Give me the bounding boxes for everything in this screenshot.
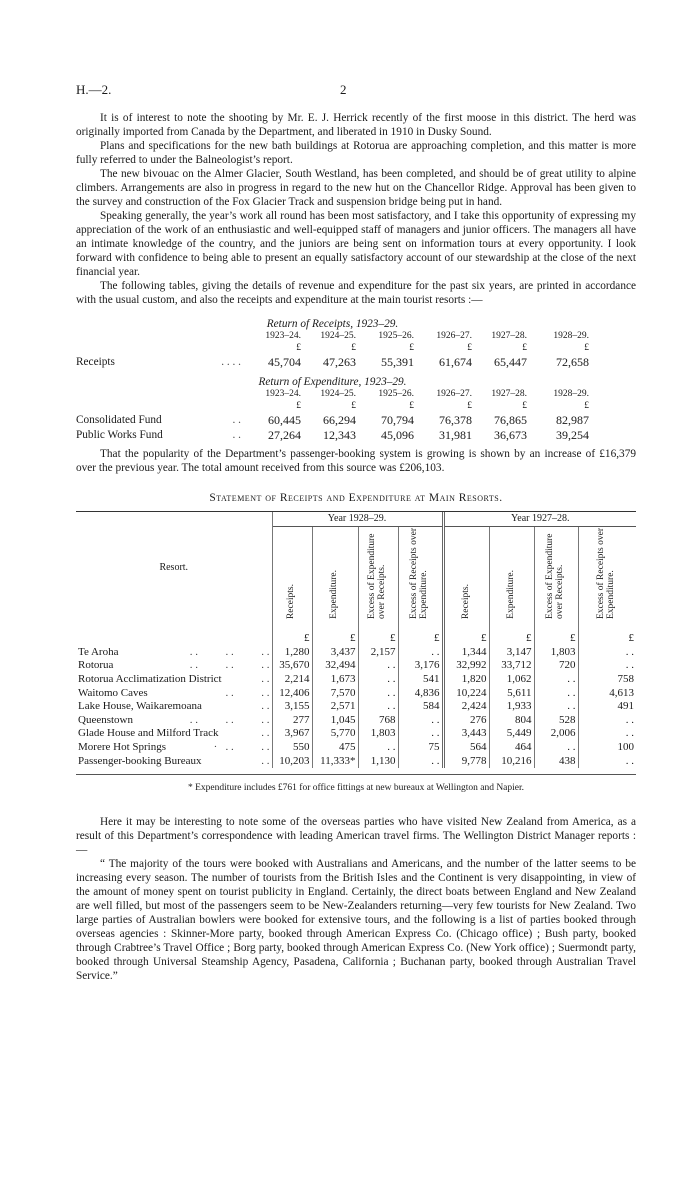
table-cell: 1,803 [358,727,398,741]
table-cell: 4,613 [609,686,634,699]
year-header: 1926–27. [436,389,472,400]
table-cell: 3,176 [398,659,443,673]
table-cell: 528 [534,714,578,728]
table-cell: 100 [617,741,634,754]
table-row [76,741,636,755]
pound-sign: £ [312,624,358,646]
table-cell: 32,494 [312,659,358,673]
table-cell: 66,294 [323,412,356,427]
table-cell: . . [625,645,634,658]
table-row [76,646,636,660]
table-cell: 33,712 [489,659,534,673]
table-row [76,700,636,714]
table-cell: . . [358,673,398,687]
resort-name: Queenstown [78,713,133,726]
footnote: * Expenditure includes £761 for office fittings at new bureaux at Wellington and Napier. [187,783,525,794]
table-cell: 550 [272,741,312,755]
table-row [76,413,589,428]
resort-name: Rotorua [78,659,114,672]
resort-name: Morere Hot Springs [78,741,166,754]
table-cell: 564 [443,741,489,755]
resort-column-header: Resort. [76,512,272,624]
year-header: 1928–29. [553,331,589,341]
table-cell: 11,333* [312,755,358,769]
row-label: Public Works Fund [76,429,163,442]
pound-sign: £ [409,401,414,412]
table-cell: 7,570 [312,687,358,701]
column-header: Expenditure. [505,570,516,619]
row-label: Receipts [76,355,115,368]
table-cell: 541 [398,673,443,687]
year-header: 1924–25. [320,331,356,341]
year-group-header: Year 1927–28. [443,512,636,527]
table-row [76,727,636,741]
year-header: 1925–26. [378,331,414,341]
table-cell: 47,263 [323,354,356,369]
body-text [76,111,636,983]
column-header: Receipts. [286,583,297,619]
page-number: 2 [340,82,347,97]
pound-sign: £ [409,342,414,353]
paragraph: Here it may be interesting to note some of the overseas parties who have visited New Zealand from America, as a result of this Department’s correspondence with leading American travel firms. The Wellington District Manager reports :— [76,816,636,857]
table-cell: . . [625,659,634,672]
table-cell: . . [534,673,578,687]
table-cell: 72,658 [556,354,589,369]
paragraph: Speaking generally, the year’s work all round has been most satisfactory, and I take this opportunity of expressing my appreciation of the work of an enthusiastic and well-equipped staff of managers and junior officers. The managers all have an intimate knowledge of the country, and the juniors are being sent on information tours at every opportunity. I look forward with confidence to being able to present an equally satisfactory account of our stewardship at the close of the next financial year. [76,210,636,278]
table-cell: 27,264 [268,427,301,442]
pound-sign: £ [584,342,589,353]
table-row [76,355,589,370]
table-cell: 720 [534,659,578,673]
table-cell: 10,216 [489,755,534,769]
pound-sign: £ [467,342,472,353]
column-header: Excess of Receipts over Expenditure. [596,527,617,619]
resort-name: Rotorua Acclimatization District [78,672,222,685]
table-cell: 32,992 [443,659,489,673]
table-cell: . . [398,646,443,660]
pound-sign: £ [489,624,534,646]
table-row [76,659,636,673]
table-cell: 35,670 [272,659,312,673]
table-cell: 276 [443,714,489,728]
resort-name: Passenger-booking Bureaux [78,754,202,767]
table-cell: 491 [617,700,634,713]
resort-name: Te Aroha [78,645,119,658]
pound-sign: £ [272,624,312,646]
table-cell: 39,254 [556,427,589,442]
table-cell: 60,445 [268,412,301,427]
table-row [76,673,636,687]
table-cell: 45,704 [268,354,301,369]
expenditure-table [76,375,589,442]
table-cell: 12,406 [272,687,312,701]
expenditure-caption: Return of Expenditure, 1923–29. [258,376,407,389]
year-header: 1923–24. [265,331,301,341]
table-cell: . . [358,687,398,701]
table-cell: 277 [272,714,312,728]
table-cell: . . [398,727,443,741]
table-cell: . . [534,700,578,714]
paragraph: It is of interest to note the shooting by Mr. E. J. Herrick recently of the first moose in this district. The herd was originally imported from Canada by the Department, and liberated in 1910 in Dusky Sound. [76,112,636,138]
table-cell: 5,611 [489,687,534,701]
column-header: Excess of Expenditure over Receipts. [545,533,565,619]
column-header: Excess of Receipts over Expenditure. [409,527,429,619]
resort-name: Waitomo Caves [78,686,148,699]
table-cell: 3,443 [443,727,489,741]
year-header: 1927–28. [491,389,527,400]
pound-sign: £ [467,401,472,412]
table-cell: 758 [617,672,634,685]
table-cell: 1,045 [312,714,358,728]
pound-sign: £ [522,342,527,353]
resorts-statement-table [76,511,636,775]
row-label: Consolidated Fund [76,414,162,427]
table-row [76,714,636,728]
year-header: 1924–25. [320,389,356,400]
table-cell: 1,280 [272,646,312,660]
pound-sign: £ [358,624,398,646]
leader-dots: . . . . [225,686,270,699]
year-header: 1928–29. [553,389,589,400]
table-cell: . . [398,714,443,728]
table-cell: 3,967 [272,727,312,741]
table-cell: 2,214 [272,673,312,687]
pound-sign: £ [522,401,527,412]
table-cell: 464 [489,741,534,755]
table-cell: 5,449 [489,727,534,741]
table-cell: 10,203 [272,755,312,769]
leader-dots: . . . . . . [189,713,270,726]
table-cell: 76,865 [494,412,527,427]
year-header: 1925–26. [378,389,414,400]
page-header [76,82,636,98]
table-cell: 2,157 [358,646,398,660]
table-cell: 475 [312,741,358,755]
leader-dots: . . [232,429,241,442]
leader-dots: . . [261,727,270,740]
leader-dots: . . . . [221,355,241,368]
table-row [76,428,589,443]
table-cell: 55,391 [381,354,414,369]
table-row [76,755,636,769]
table-cell: 1,673 [312,673,358,687]
table-cell: 3,155 [272,700,312,714]
table-cell: 1,820 [443,673,489,687]
table-cell: 1,803 [534,646,578,660]
leader-dots: . . [261,754,270,767]
leader-dots: . . . . . . [189,659,270,672]
pound-sign: £ [398,624,443,646]
table-cell: 45,096 [381,427,414,442]
table-cell: 2,424 [443,700,489,714]
leader-dots: · . . . . [213,741,270,754]
table-cell: 12,343 [323,427,356,442]
table-cell: 1,130 [358,755,398,769]
table-cell: 82,987 [556,412,589,427]
table-cell: 70,794 [381,412,414,427]
table-cell: 3,147 [489,646,534,660]
quoted-report: “ The majority of the tours were booked with Australians and Americans, and the number of the latter seems to be increasing every season. The number of tourists from the British Isles and the Continent is very disappointing, in view of the amount of money spent on tourist publicity in England. Certainly, the direct boats between England and New Zealand are well filled, but most of the passengers seem to be New-Zealanders returning—very few tourists for New Zealand. Two large parties of Australian bowlers were booked for extensive tours, and the following is a list of parties booked through overseas agencies : Skinner-More party, booked through American Express Co. (Chicago office) ; Bush party, booked through Crabtree’s Travel Office ; Borg party, booked through American Express Co. (New York office) ; Suermondt party, booked through Universal Steamship Agency, Pasadena, California ; Buchanan party, booked through Australian Travel Service.” [76,858,636,983]
pound-sign: £ [534,624,578,646]
year-header: 1926–27. [436,331,472,341]
table-cell: 1,062 [489,673,534,687]
table-cell: . . [358,741,398,755]
pound-sign: £ [296,401,301,412]
table-row [76,687,636,701]
document-reference: H.—2. [76,82,112,97]
table-cell: 36,673 [494,427,527,442]
pound-sign: £ [584,401,589,412]
table-cell: . . [625,727,634,740]
table-cell: . . [358,700,398,714]
resort-name: Lake House, Waikaremoana [78,700,202,713]
table-cell: 3,437 [312,646,358,660]
table-cell: 9,778 [443,755,489,769]
column-header: Receipts. [460,583,471,619]
table-cell: . . [625,754,634,767]
pound-sign: £ [351,342,356,353]
table-cell: 4,836 [398,687,443,701]
year-header: 1927–28. [491,331,527,341]
table-cell: 768 [358,714,398,728]
table-cell: 438 [534,755,578,769]
leader-dots: . . [261,672,270,685]
paragraph: That the popularity of the Department’s passenger-booking system is growing is shown by an increase of £16,379 over the previous year. The total amount received from this source was £206,103. [76,447,636,474]
table-cell: 2,571 [312,700,358,714]
table-cell: 76,378 [439,412,472,427]
paragraph: The new bivouac on the Almer Glacier, South Westland, has been completed, and should be of great utility to alpine climbers. Arrangements are also in progress in regard to the new hut on the Chancellor Ridge. Approval has been given to the survey and construction of the Fox Glacier Track and suspension bridge being put in hand. [76,168,636,208]
paragraph: Plans and specifications for the new bath buildings at Rotorua are approaching completion, and this matter is more fully referred to under the Balneologist’s report. [76,140,636,166]
table-cell: . . [534,741,578,755]
receipts-table [76,317,589,369]
table-cell: 10,224 [443,687,489,701]
table-cell: 31,981 [439,427,472,442]
paragraph: The following tables, giving the details of revenue and expenditure for the past six years, are printed in accordance with the usual custom, and also the receipts and expenditure at the main tourist resorts :— [76,280,636,306]
leader-dots: . . [232,414,241,427]
column-header: Excess of Expenditure over Receipts. [367,533,387,619]
table-cell: . . [625,713,634,726]
statement-title: Statement of Receipts and Expenditure at Main Resorts. [209,491,503,504]
table-cell: 65,447 [494,354,527,369]
pound-sign: £ [351,401,356,412]
table-cell: . . [398,755,443,769]
table-cell: 1,933 [489,700,534,714]
column-header: Expenditure. [329,570,340,619]
table-cell: 5,770 [312,727,358,741]
table-cell: 1,344 [443,646,489,660]
receipts-caption: Return of Receipts, 1923–29. [266,318,399,330]
table-cell: 584 [398,700,443,714]
pound-sign: £ [296,342,301,353]
pound-sign: £ [443,624,489,646]
year-header: 1923–24. [265,389,301,400]
year-group-header: Year 1928–29. [272,512,443,527]
leader-dots: . . . . . . [189,645,270,658]
pound-sign: £ [628,632,634,645]
resort-name: Glade House and Milford Track [78,727,219,740]
table-cell: 2,006 [534,727,578,741]
leader-dots: . . [261,700,270,713]
table-cell: . . [534,687,578,701]
table-cell: 75 [398,741,443,755]
table-cell: 804 [489,714,534,728]
table-cell: 61,674 [439,354,472,369]
table-cell: . . [358,659,398,673]
